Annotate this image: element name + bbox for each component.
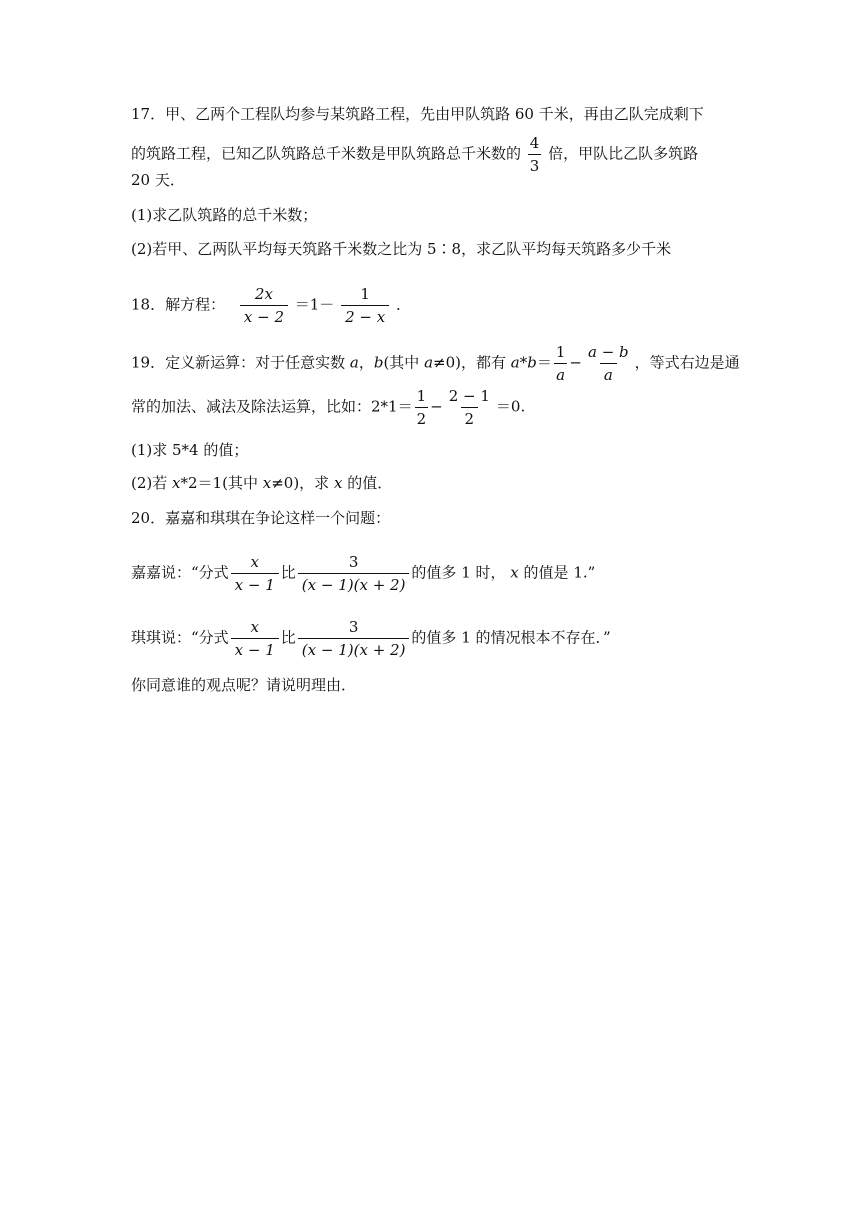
q19-expr-lhs: a*b <box>510 353 537 372</box>
q17-line2-before: 的筑路工程，已知乙队筑路总千米数是甲队筑路总千米数的 <box>131 144 522 163</box>
q19-sub2-x: x <box>172 474 181 492</box>
q19-var-b: b <box>373 353 384 372</box>
q20-jj-suffix: 的值是 1.” <box>523 563 596 582</box>
q19-paren-note: (其中 <box>383 353 420 372</box>
q19-f2-den: a <box>600 363 617 384</box>
q20-last-line: 你同意谁的观点呢？请说明理由． <box>131 676 357 694</box>
q20-qq-g-den: (x − 1)(x + 2) <box>298 638 410 659</box>
q20-jiajia-line <box>131 553 595 594</box>
q20-qq-frac-x <box>231 618 279 659</box>
q19-sub2-c: ≠0)，求 <box>271 474 330 492</box>
q19-sub2-x2: x <box>262 474 272 492</box>
q18-rhs-den: 2 − x <box>341 305 389 326</box>
q19-example-frac-2 <box>445 387 494 428</box>
q19-line1-prefix: 19．定义新运算：对于任意实数 <box>131 353 346 372</box>
q20-jj-prefix: 嘉嘉说：“分式 <box>131 563 229 582</box>
q20-jj-frac-x <box>231 553 279 594</box>
q19-e1-num: 1 <box>416 387 427 405</box>
q19-frac-1 <box>554 343 568 384</box>
q18-end: ． <box>395 295 411 314</box>
q19-f1-num: 1 <box>555 343 566 361</box>
q19-f1-den: a <box>554 363 567 384</box>
q20-qq-f-den: x − 1 <box>231 638 279 659</box>
q18-line <box>131 285 411 326</box>
q19-e1-den: 2 <box>415 407 429 428</box>
q17-line2-after: 倍，甲队比乙队多筑路 <box>548 144 699 163</box>
q19-sub2 <box>131 473 392 493</box>
q18-lhs-num: 2x <box>254 285 273 303</box>
q19-line2-suffix: ＝0. <box>495 397 526 416</box>
q18-rhs-num: 1 <box>360 285 370 303</box>
q20-jj-f-num: x <box>250 553 259 571</box>
q19-minus: − <box>569 353 582 372</box>
q19-line1-suffix: ，等式右边是通 <box>634 353 740 372</box>
q17-fraction <box>528 134 542 175</box>
q20-jj-bi: 比 <box>280 563 296 582</box>
q18-prefix: 18．解方程： <box>131 295 226 314</box>
q17-sub1: (1)求乙队筑路的总千米数； <box>131 206 318 224</box>
q17-line1: 17．甲、乙两个工程队均参与某筑路工程，先由甲队筑路 60 千米，再由乙队完成剩下 <box>131 105 704 123</box>
q17-line3: 20 天． <box>131 171 185 189</box>
q19-line2 <box>131 387 525 428</box>
q19-eq: ＝ <box>536 353 552 372</box>
q18-rhs-fraction <box>341 285 389 326</box>
q18-lhs-fraction <box>240 285 288 326</box>
q20-jj-mid: 的值多 1 时， <box>411 563 506 582</box>
q17-sub2: (2)若甲、乙两队平均每天筑路千米数之比为 5∶8，求乙队平均每天筑路多少千米 <box>131 240 672 258</box>
q19-cond-a: a <box>424 353 434 372</box>
q20-qq-bi: 比 <box>280 628 296 647</box>
q17-line2 <box>131 134 698 175</box>
q18-lhs-den: x − 2 <box>240 305 288 326</box>
q19-example-frac-1 <box>415 387 429 428</box>
q19-frac-2 <box>584 343 633 384</box>
q19-sub2-x3: x <box>333 474 343 492</box>
q17-frac-num: 4 <box>529 134 540 152</box>
q20-jj-f-den: x − 1 <box>231 573 279 594</box>
q19-example-minus: − <box>430 397 443 416</box>
q20-jj-x: x <box>510 563 519 582</box>
q20-jj-g-num: 3 <box>348 553 359 571</box>
q20-jj-g-den: (x − 1)(x + 2) <box>298 573 410 594</box>
q17-frac-den: 3 <box>528 154 542 175</box>
q19-line2-prefix: 常的加法、减法及除法运算，比如：2*1＝ <box>131 397 413 416</box>
q18-equals: ＝1－ <box>294 295 335 314</box>
q20-qq-g-num: 3 <box>348 618 359 636</box>
q20-line1: 20．嘉嘉和琪琪在争论这样一个问题： <box>131 509 391 527</box>
q19-var-a: a <box>349 353 359 372</box>
q19-neq0: ≠0)，都有 <box>433 353 507 372</box>
q19-f2-num: a − b <box>587 343 629 361</box>
q19-sub2-b: *2＝1(其中 <box>180 474 258 492</box>
q20-qq-frac-3 <box>298 618 410 659</box>
q19-line1 <box>131 343 740 384</box>
q19-sub2-d: 的值． <box>347 474 393 492</box>
q19-sub2-a: (2)若 <box>131 474 168 492</box>
q20-qiqi-line <box>131 618 611 659</box>
q20-qq-suffix: 的值多 1 的情况根本不存在．” <box>411 628 611 647</box>
q19-e2-den: 2 <box>461 407 479 428</box>
q19-sub1: (1)求 5*4 的值； <box>131 441 249 459</box>
q19-comma: ， <box>358 353 374 372</box>
q20-qq-f-num: x <box>250 618 259 636</box>
q20-jj-frac-3 <box>298 553 410 594</box>
q19-e2-num: 2 − 1 <box>448 387 490 405</box>
q20-qq-prefix: 琪琪说：“分式 <box>131 628 229 647</box>
